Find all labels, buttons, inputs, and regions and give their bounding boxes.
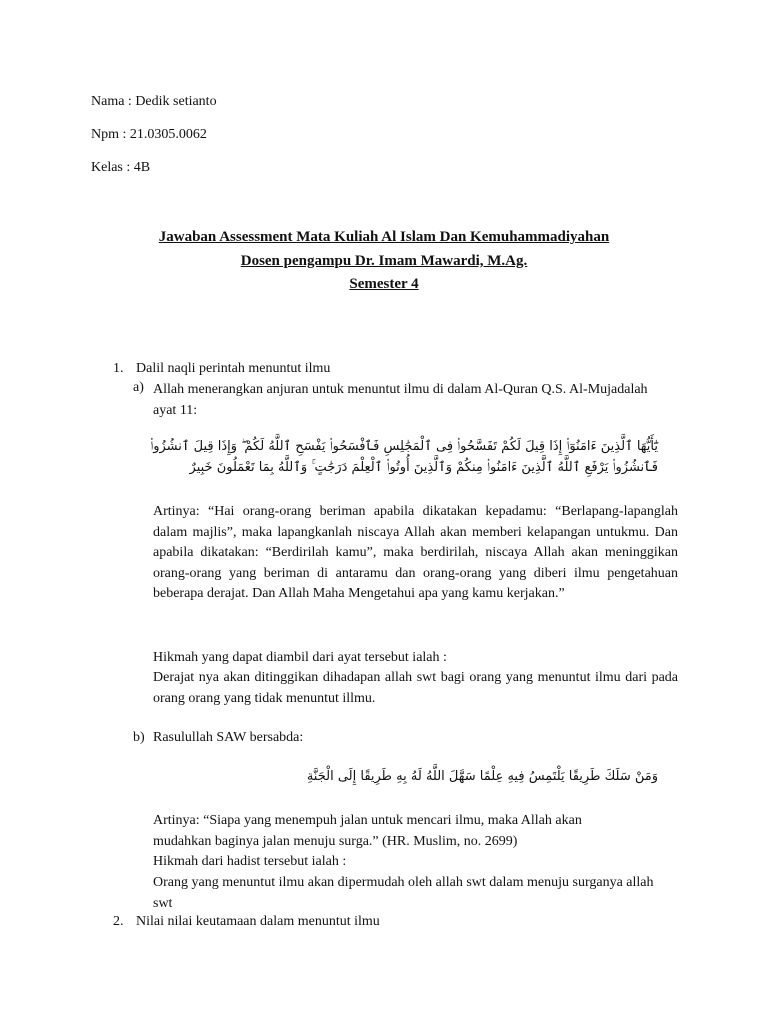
item1b-hikmah-label: Hikmah dari hadist tersebut ialah :: [153, 854, 347, 869]
item1-text: Dalil naqli perintah menuntut ilmu: [136, 361, 331, 376]
item2-text: Nilai nilai keutamaan dalam menuntut ilmu: [136, 914, 380, 929]
item1a-translation: Artinya: “Hai orang-orang beriman apabila dikatakan kepadamu: “Berlapang-lapanglah dalam majlis”, maka lapangkanlah niscaya Allah akan memberi kelapangan untukmu. Dan apabila dikatakan: “Berdirilah kamu”, maka berdirilah, niscaya Allah akan meninggikan orang-orang yang beriman di antaramu dan orang-orang yang diberi ilmu pengetahuan beberapa derajat. Dan Allah Maha Mengetahui apa yang kamu kerjakan.”: [153, 504, 678, 601]
item1a-hikmah-text: Derajat nya akan ditinggikan dihadapan allah swt bagi orang yang menuntut ilmu dari pada orang orang yang tidak menuntut illmu.: [153, 670, 678, 706]
student-class: Kelas : 4B: [91, 160, 151, 175]
item1b-marker: b): [133, 730, 145, 745]
student-name: Nama : Dedik setianto: [91, 94, 217, 109]
item1b-text: Rasulullah SAW bersabda:: [153, 730, 304, 745]
item1a-hikmah-label: Hikmah yang dapat diambil dari ayat tersebut ialah :: [153, 650, 447, 665]
item1a-marker: a): [133, 380, 144, 395]
student-npm: Npm : 21.0305.0062: [91, 127, 207, 142]
quran-verse-arabic: يَٰٓأَيُّهَا ٱلَّذِينَ ءَامَنُوٓا۟ إِذَا قِيلَ لَكُمْ تَفَسَّحُوا۟ فِى ٱلْمَجَٰلِسِ فَٱفْسَحُوا۟ يَفْسَحِ ٱللَّهُ لَكُمْ ۖ وَإِذَا قِيلَ ٱنشُزُوا۟ فَٱنشُزُوا۟ يَرْفَعِ ٱللَّهُ ٱلَّذِينَ ءَامَنُوا۟ مِنكُمْ وَٱلَّذِينَ أُوتُوا۟ ٱلْعِلْمَ دَرَجَٰتٍ ۚ وَٱللَّهُ بِمَا تَعْمَلُونَ خَبِيرٌ: [150, 439, 658, 475]
hadith-arabic: وَمَنْ سَلَكَ طَرِيقًا يَلْتَمِسُ فِيهِ عِلْمًا سَهَّلَ اللَّهُ لَهُ بِهِ طَرِيقًا إِلَى الْجَنَّةِ: [306, 769, 658, 784]
doc-subtitle-lecturer: Dosen pengampu Dr. Imam Mawardi, M.Ag.: [240, 253, 528, 269]
item1b-translation: Artinya: “Siapa yang menempuh jalan untuk mencari ilmu, maka Allah akan mudahkan baginya jalan menuju surga.” (HR. Muslim, no. 2699): [153, 813, 582, 849]
doc-title: Jawaban Assessment Mata Kuliah Al Islam Dan Kemuhammadiyahan: [158, 229, 610, 245]
item1a-text: Allah menerangkan anjuran untuk menuntut ilmu di dalam Al-Quran Q.S. Al-Mujadalah ayat 11:: [153, 382, 648, 418]
item1-number: 1.: [113, 361, 124, 376]
item1b-hikmah-text: Orang yang menuntut ilmu akan dipermudah oleh allah swt dalam menuju surganya allah swt: [153, 875, 654, 911]
doc-subtitle-semester: Semester 4: [349, 276, 419, 292]
item2-number: 2.: [113, 914, 124, 929]
